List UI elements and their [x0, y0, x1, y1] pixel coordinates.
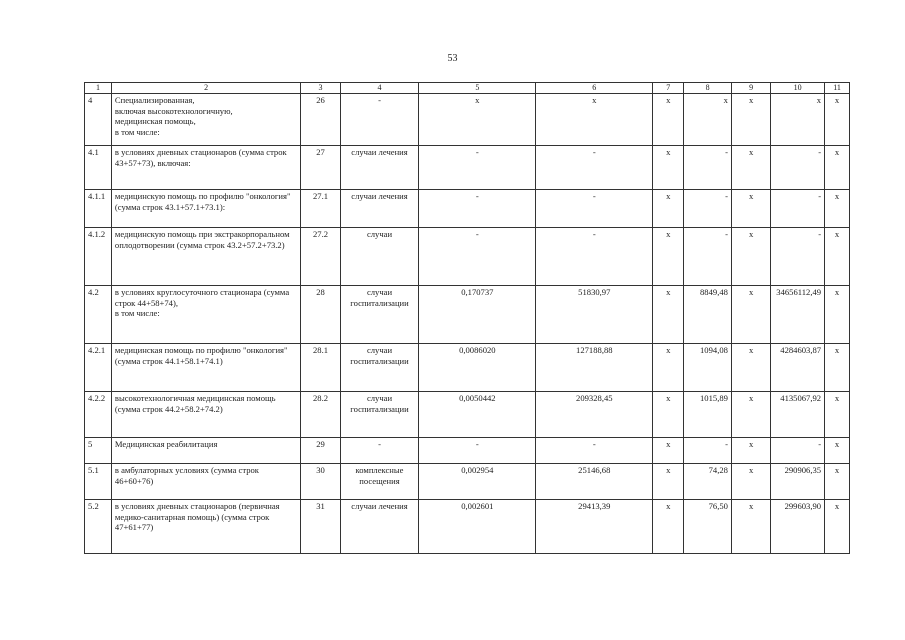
cell-line-code: 26: [301, 94, 340, 146]
cell-description: Медицинская реабилитация: [111, 438, 300, 464]
cell-col8: -: [684, 146, 732, 190]
cell-cost: 209328,45: [536, 392, 653, 438]
cell-line-code: 28.2: [301, 392, 340, 438]
header-cell-5: 5: [419, 83, 536, 94]
cell-cost: 51830,97: [536, 286, 653, 344]
cell-col10: -: [771, 228, 825, 286]
cell-col11: x: [825, 392, 850, 438]
cell-cost: -: [536, 146, 653, 190]
cell-col11: x: [825, 146, 850, 190]
cell-col9: x: [731, 392, 770, 438]
cell-col11: x: [825, 344, 850, 392]
header-cell-2: 2: [111, 83, 300, 94]
cell-cost: 127188,88: [536, 344, 653, 392]
table-row: [85, 392, 850, 438]
cell-unit: -: [340, 94, 419, 146]
cell-col7: x: [653, 286, 684, 344]
cell-col10: -: [771, 438, 825, 464]
cell-col7: x: [653, 94, 684, 146]
cell-col10: -: [771, 146, 825, 190]
cell-unit: комплексные посещения: [340, 464, 419, 500]
table-row: [85, 146, 850, 190]
cell-row-number: 4.2.2: [85, 392, 112, 438]
cell-col7: x: [653, 228, 684, 286]
cell-description: в условиях дневных стационаров (первичная медико-санитарная помощь) (сумма строк 47+61+77): [111, 500, 300, 554]
cell-col7: x: [653, 392, 684, 438]
cell-description: в условиях дневных стационаров (сумма строк 43+57+73), включая:: [111, 146, 300, 190]
cell-unit: случаи лечения: [340, 190, 419, 228]
table-row: [85, 438, 850, 464]
cell-description: высокотехнологичная медицинская помощь (сумма строк 44.2+58.2+74.2): [111, 392, 300, 438]
cell-unit: случаи лечения: [340, 146, 419, 190]
cell-row-number: 4: [85, 94, 112, 146]
header-cell-9: 9: [731, 83, 770, 94]
cell-line-code: 27.1: [301, 190, 340, 228]
cell-line-code: 30: [301, 464, 340, 500]
cell-normative: 0,0086020: [419, 344, 536, 392]
cell-row-number: 4.1.1: [85, 190, 112, 228]
cell-col7: x: [653, 146, 684, 190]
cell-row-number: 4.2: [85, 286, 112, 344]
cell-col7: x: [653, 464, 684, 500]
header-cell-3: 3: [301, 83, 340, 94]
cell-row-number: 4.2.1: [85, 344, 112, 392]
cell-description: медицинская помощь по профилю "онкология" (сумма строк 44.1+58.1+74.1): [111, 344, 300, 392]
table-row: [85, 464, 850, 500]
page-number: 53: [447, 53, 458, 64]
cell-normative: 0,170737: [419, 286, 536, 344]
cell-row-number: 4.1: [85, 146, 112, 190]
cell-col9: x: [731, 438, 770, 464]
cell-col10: 4284603,87: [771, 344, 825, 392]
table-row: [85, 228, 850, 286]
cell-description: в условиях круглосуточного стационара (сумма строк 44+58+74), в том числе:: [111, 286, 300, 344]
cell-col9: x: [731, 344, 770, 392]
cell-col7: x: [653, 190, 684, 228]
cell-col10: 4135067,92: [771, 392, 825, 438]
cell-unit: -: [340, 438, 419, 464]
cell-col8: 1015,89: [684, 392, 732, 438]
cell-col8: 1094,08: [684, 344, 732, 392]
cell-col8: 8849,48: [684, 286, 732, 344]
cell-normative: 0,0050442: [419, 392, 536, 438]
cell-unit: случаи госпитализации: [340, 286, 419, 344]
cell-normative: x: [419, 94, 536, 146]
cell-col8: -: [684, 438, 732, 464]
header-cell-8: 8: [684, 83, 732, 94]
header-cell-1: 1: [85, 83, 112, 94]
cell-normative: 0,002954: [419, 464, 536, 500]
cell-line-code: 28: [301, 286, 340, 344]
cell-col11: x: [825, 464, 850, 500]
cell-col8: -: [684, 190, 732, 228]
cell-description: медицинскую помощь при экстракорпоральном оплодотворении (сумма строк 43.2+57.2+73.2): [111, 228, 300, 286]
cell-col9: x: [731, 500, 770, 554]
cell-col9: x: [731, 228, 770, 286]
cell-col11: x: [825, 438, 850, 464]
cell-cost: -: [536, 228, 653, 286]
cell-unit: случаи лечения: [340, 500, 419, 554]
cell-row-number: 4.1.2: [85, 228, 112, 286]
cell-col10: x: [771, 94, 825, 146]
cell-col7: x: [653, 344, 684, 392]
cell-line-code: 31: [301, 500, 340, 554]
table-body: [85, 94, 850, 554]
cell-col9: x: [731, 286, 770, 344]
cell-cost: -: [536, 190, 653, 228]
cell-line-code: 27: [301, 146, 340, 190]
cell-col10: 290906,35: [771, 464, 825, 500]
cell-col9: x: [731, 464, 770, 500]
cell-col11: x: [825, 228, 850, 286]
cell-col8: -: [684, 228, 732, 286]
cell-cost: x: [536, 94, 653, 146]
cell-line-code: 27.2: [301, 228, 340, 286]
cell-description: медицинскую помощь по профилю "онкология" (сумма строк 43.1+57.1+73.1):: [111, 190, 300, 228]
cell-col11: x: [825, 190, 850, 228]
cell-col7: x: [653, 438, 684, 464]
cell-row-number: 5.2: [85, 500, 112, 554]
cell-cost: -: [536, 438, 653, 464]
table-row: [85, 500, 850, 554]
cell-normative: -: [419, 438, 536, 464]
cell-unit: случаи госпитализации: [340, 392, 419, 438]
table-row: [85, 190, 850, 228]
cell-description: в амбулаторных условиях (сумма строк 46+60+76): [111, 464, 300, 500]
cell-col10: -: [771, 190, 825, 228]
cell-col8: x: [684, 94, 732, 146]
cell-normative: -: [419, 190, 536, 228]
cell-col10: 299603,90: [771, 500, 825, 554]
cell-col10: 34656112,49: [771, 286, 825, 344]
cell-col9: x: [731, 146, 770, 190]
cell-unit: случаи: [340, 228, 419, 286]
cell-line-code: 29: [301, 438, 340, 464]
cell-normative: -: [419, 228, 536, 286]
cell-col11: x: [825, 286, 850, 344]
cell-unit: случаи госпитализации: [340, 344, 419, 392]
table-row: [85, 344, 850, 392]
cell-row-number: 5.1: [85, 464, 112, 500]
cell-normative: -: [419, 146, 536, 190]
header-cell-4: 4: [340, 83, 419, 94]
cell-row-number: 5: [85, 438, 112, 464]
cell-col11: x: [825, 94, 850, 146]
cell-col9: x: [731, 190, 770, 228]
table-header-row: [85, 83, 850, 94]
table-row: [85, 94, 850, 146]
cell-col8: 76,50: [684, 500, 732, 554]
cell-cost: 29413,39: [536, 500, 653, 554]
data-table: [84, 82, 850, 554]
header-cell-6: 6: [536, 83, 653, 94]
cell-line-code: 28.1: [301, 344, 340, 392]
cell-description: Специализированная, включая высокотехнологичную, медицинская помощь, в том числе:: [111, 94, 300, 146]
cell-col8: 74,28: [684, 464, 732, 500]
cell-cost: 25146,68: [536, 464, 653, 500]
header-cell-11: 11: [825, 83, 850, 94]
table-row: [85, 286, 850, 344]
cell-col7: x: [653, 500, 684, 554]
cell-col9: x: [731, 94, 770, 146]
header-cell-10: 10: [771, 83, 825, 94]
cell-normative: 0,002601: [419, 500, 536, 554]
header-cell-7: 7: [653, 83, 684, 94]
cell-col11: x: [825, 500, 850, 554]
